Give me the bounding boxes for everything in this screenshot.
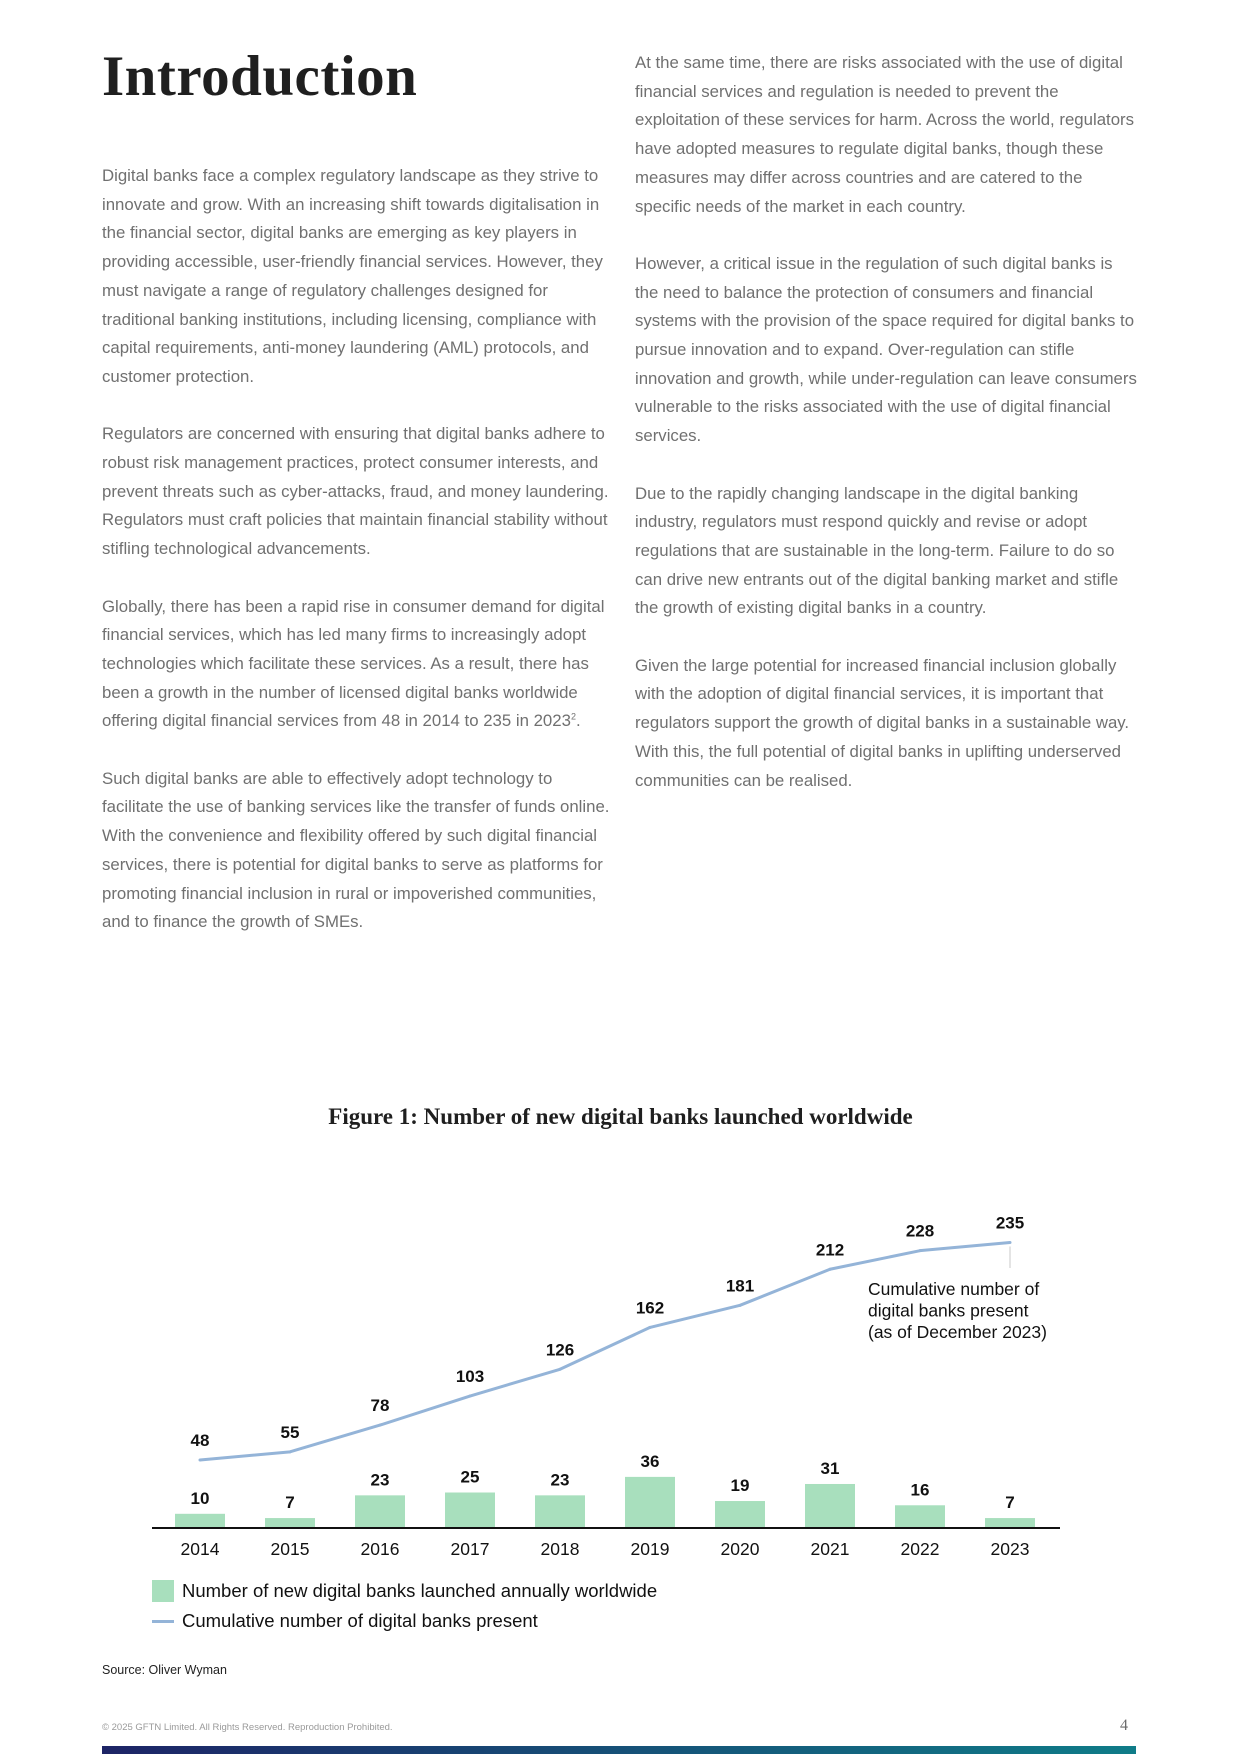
line-point (199, 1459, 202, 1462)
line-value-label: 126 (545, 1340, 575, 1360)
bar (715, 1501, 765, 1528)
bar (175, 1514, 225, 1528)
bar-swatch-icon (152, 1580, 174, 1602)
bar (535, 1495, 585, 1528)
bar-value-label: 19 (730, 1476, 750, 1496)
bar-value-label: 16 (910, 1480, 930, 1500)
line-point (919, 1249, 922, 1252)
source-note: Source: Oliver Wyman (102, 1663, 227, 1677)
bar (805, 1484, 855, 1528)
line-value-label: 162 (635, 1298, 665, 1318)
line-point (379, 1424, 382, 1427)
annotation-text: Cumulative number of (868, 1279, 1040, 1299)
paragraph: Digital banks face a complex regulatory landscape as they strive to innovate and grow. With an increasing shift towards digitalisation in the financial sector, digital banks are emerging as key players in providing accessible, user-friendly financial services. However, they must navigate a range of regulatory challenges designed for traditional banking institutions, including licensing, compliance with capital requirements, anti-money laundering (AML) protocols, and customer protection. (102, 166, 603, 386)
line-value-label: 212 (815, 1240, 845, 1260)
x-tick-label: 2021 (810, 1539, 850, 1559)
figure-title: Figure 1: Number of new digital banks launched worldwide (328, 1104, 913, 1129)
x-tick-label: 2023 (990, 1539, 1030, 1559)
bar (445, 1493, 495, 1529)
line-value-label: 55 (280, 1422, 300, 1442)
bar-value-label: 7 (1005, 1493, 1015, 1513)
copyright-notice: © 2025 GFTN Limited. All Rights Reserved. Reproduction Prohibited. (102, 1722, 393, 1733)
x-tick-label: 2019 (630, 1539, 670, 1559)
cumulative-line (200, 1243, 1010, 1460)
bar-value-label: 10 (190, 1488, 210, 1508)
x-tick-label: 2016 (360, 1539, 400, 1559)
x-tick-label: 2018 (540, 1539, 580, 1559)
bar-value-label: 7 (285, 1493, 295, 1513)
line-value-label: 228 (905, 1221, 935, 1241)
line-point (829, 1268, 832, 1271)
paragraph: However, a critical issue in the regulation of such digital banks is the need to balance the protection of consumers and financial systems with the provision of the space required for digital banks to pursue innovation and to expand. Over-regulation can stifle innovation and growth, while under-regulation can leave consumers vulnerable to the risks associated with the use of digital financial services. (635, 253, 1137, 446)
annotation-text: (as of December 2023) (868, 1322, 1047, 1342)
legend-item-bars (152, 1576, 657, 1606)
annotation-text: digital banks present (868, 1300, 1029, 1321)
line-value-label: 78 (370, 1396, 390, 1416)
paragraph-text: Globally, there has been a rapid rise in consumer demand for digital financial services, which has led many firms to increasingly adopt technologies which facilitate these services. As a result, there has been a growth in the number of licensed digital banks worldwide offering digital financial services from 48 in 2014 to 235 in 2023 (102, 596, 605, 731)
footer-bar (102, 1746, 1136, 1754)
paragraph: At the same time, there are risks associated with the use of digital financial services and regulation is needed to prevent the exploitation of these services for harm. Across the world, regulators have adopted measures to regulate digital banks, though these measures may differ across countries and are catered to the specific needs of the market in each country. (635, 53, 1135, 216)
x-tick-label: 2014 (180, 1539, 220, 1559)
legend-label: Number of new digital banks launched annually worldwide (182, 1580, 658, 1601)
line-point (649, 1326, 652, 1329)
line-value-label: 235 (995, 1213, 1025, 1233)
bar-value-label: 25 (460, 1467, 480, 1487)
bar (985, 1518, 1035, 1528)
bar (355, 1495, 405, 1528)
paragraph: Regulators are concerned with ensuring that digital banks adhere to robust risk management practices, protect consumer interests, and prevent threats such as cyber-attacks, fraud, and money laundering. Regulators must craft policies that maintain financial stability without stifling technological advancements. (102, 424, 609, 559)
chart-legend (152, 1576, 657, 1636)
line-point (289, 1450, 292, 1453)
legend-label: Cumulative number of digital banks present (182, 1610, 538, 1631)
x-tick-label: 2022 (900, 1539, 940, 1559)
x-tick-label: 2017 (450, 1539, 490, 1559)
x-tick-label: 2020 (720, 1539, 760, 1559)
line-point (559, 1368, 562, 1371)
bar (265, 1518, 315, 1528)
bar (895, 1505, 945, 1528)
x-tick-label: 2015 (270, 1539, 310, 1559)
bar-value-label: 31 (820, 1458, 840, 1478)
bar-value-label: 23 (550, 1470, 570, 1490)
legend-item-line (152, 1606, 657, 1636)
bar-value-label: 23 (370, 1470, 390, 1490)
line-value-label: 103 (455, 1367, 485, 1387)
bar-value-label: 36 (640, 1451, 660, 1471)
sentence-end: . (575, 711, 581, 731)
line-point (469, 1395, 472, 1398)
line-point (1009, 1241, 1012, 1244)
line-value-label: 181 (725, 1276, 755, 1296)
footnote-reference[interactable]: 2 (570, 711, 576, 722)
paragraph: Due to the rapidly changing landscape in the digital banking industry, regulators must respond quickly and revise or adopt regulations that are sustainable in the long-term. Failure to do so can drive new entrants out of the digital banking market and stifle the growth of existing digital banks in a country. (635, 483, 1119, 618)
bar (625, 1477, 675, 1528)
line-point (739, 1304, 742, 1307)
line-value-label: 48 (190, 1431, 210, 1450)
paragraph: Such digital banks are able to effectively adopt technology to facilitate the use of banking services like the transfer of funds online. With the convenience and flexibility offered by such digital financial services, there is potential for digital banks to serve as platforms for promoting financial inclusion in rural or impoverished communities, and to finance the growth of SMEs. (102, 768, 610, 932)
page-number: 4 (1120, 1717, 1128, 1734)
line-swatch-icon (152, 1620, 174, 1623)
page-title: Introduction (102, 45, 418, 108)
paragraph: Given the large potential for increased financial inclusion globally with the adoption of digital financial services, it is important that regulators support the growth of digital banks in a sustainable way. With this, the full potential of digital banks in uplifting underserved communities can be realised. (635, 655, 1130, 790)
